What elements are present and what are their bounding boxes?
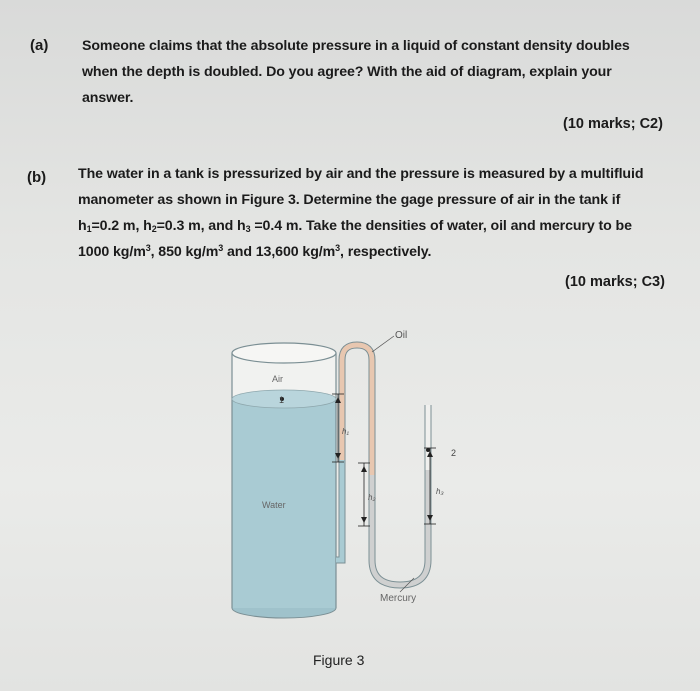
density-tail: , respectively. xyxy=(340,244,432,260)
question-b-line: manometer as shown in Figure 3. Determine the gage pressure of air in the tank if xyxy=(78,192,621,208)
h1-label: h₁ xyxy=(342,427,349,436)
h2-symbol: h xyxy=(143,218,152,234)
oil-label: Oil xyxy=(395,330,408,341)
h1-value: =0.2 m, xyxy=(91,218,144,234)
h1-symbol: h xyxy=(78,218,87,234)
h3-rest: =0.4 m. Take the densities of water, oil and mercury to be xyxy=(250,218,632,234)
oil-leader-line xyxy=(372,336,394,352)
air-label: Air xyxy=(272,374,283,384)
oil-tube-outline xyxy=(342,345,372,475)
density-water: 1000 kg/m xyxy=(78,244,146,260)
figure-caption: Figure 3 xyxy=(313,652,365,668)
unit-superscript: 3 xyxy=(335,243,341,253)
question-a-label: (a) xyxy=(30,37,49,54)
h2-subscript: 2 xyxy=(151,224,157,234)
unit-superscript: 3 xyxy=(218,243,224,253)
question-a-line: Someone claims that the absolute pressure in a liquid of constant density doubles xyxy=(82,38,630,54)
question-b-marks: (10 marks; C3) xyxy=(565,274,665,290)
point-2-label: 2 xyxy=(451,448,457,458)
h3-subscript: 3 xyxy=(245,224,251,234)
unit-superscript: 3 xyxy=(145,243,151,253)
question-b-line: The water in a tank is pressurized by air and the pressure is measured by a multifluid xyxy=(78,166,644,182)
h2-arrow-up xyxy=(361,466,367,472)
question-b-label: (b) xyxy=(27,169,47,186)
density-oil: , 850 kg/m xyxy=(150,244,219,260)
tank-top xyxy=(232,343,336,363)
point-1-label: 1 xyxy=(279,395,285,405)
question-a-line: when the depth is doubled. Do you agree? With the aid of diagram, explain your xyxy=(82,64,612,80)
oil-tube xyxy=(342,345,372,475)
question-a-marks: (10 marks; C2) xyxy=(563,116,663,132)
h3-label: h₃ xyxy=(436,487,444,496)
question-a-line: answer. xyxy=(82,90,134,106)
h2-label: h₂ xyxy=(368,493,376,502)
water-label: Water xyxy=(262,500,286,510)
h2-value: =0.3 m, and xyxy=(156,218,238,234)
mercury-tube-outline xyxy=(372,470,428,585)
h2-arrow-down xyxy=(361,517,367,523)
mercury-tube xyxy=(372,470,428,585)
point-2-marker xyxy=(426,448,430,452)
density-mercury: and 13,600 kg/m xyxy=(223,244,336,260)
h1-subscript: 1 xyxy=(86,224,92,234)
h3-symbol: h xyxy=(237,218,246,234)
mercury-label: Mercury xyxy=(380,593,417,604)
